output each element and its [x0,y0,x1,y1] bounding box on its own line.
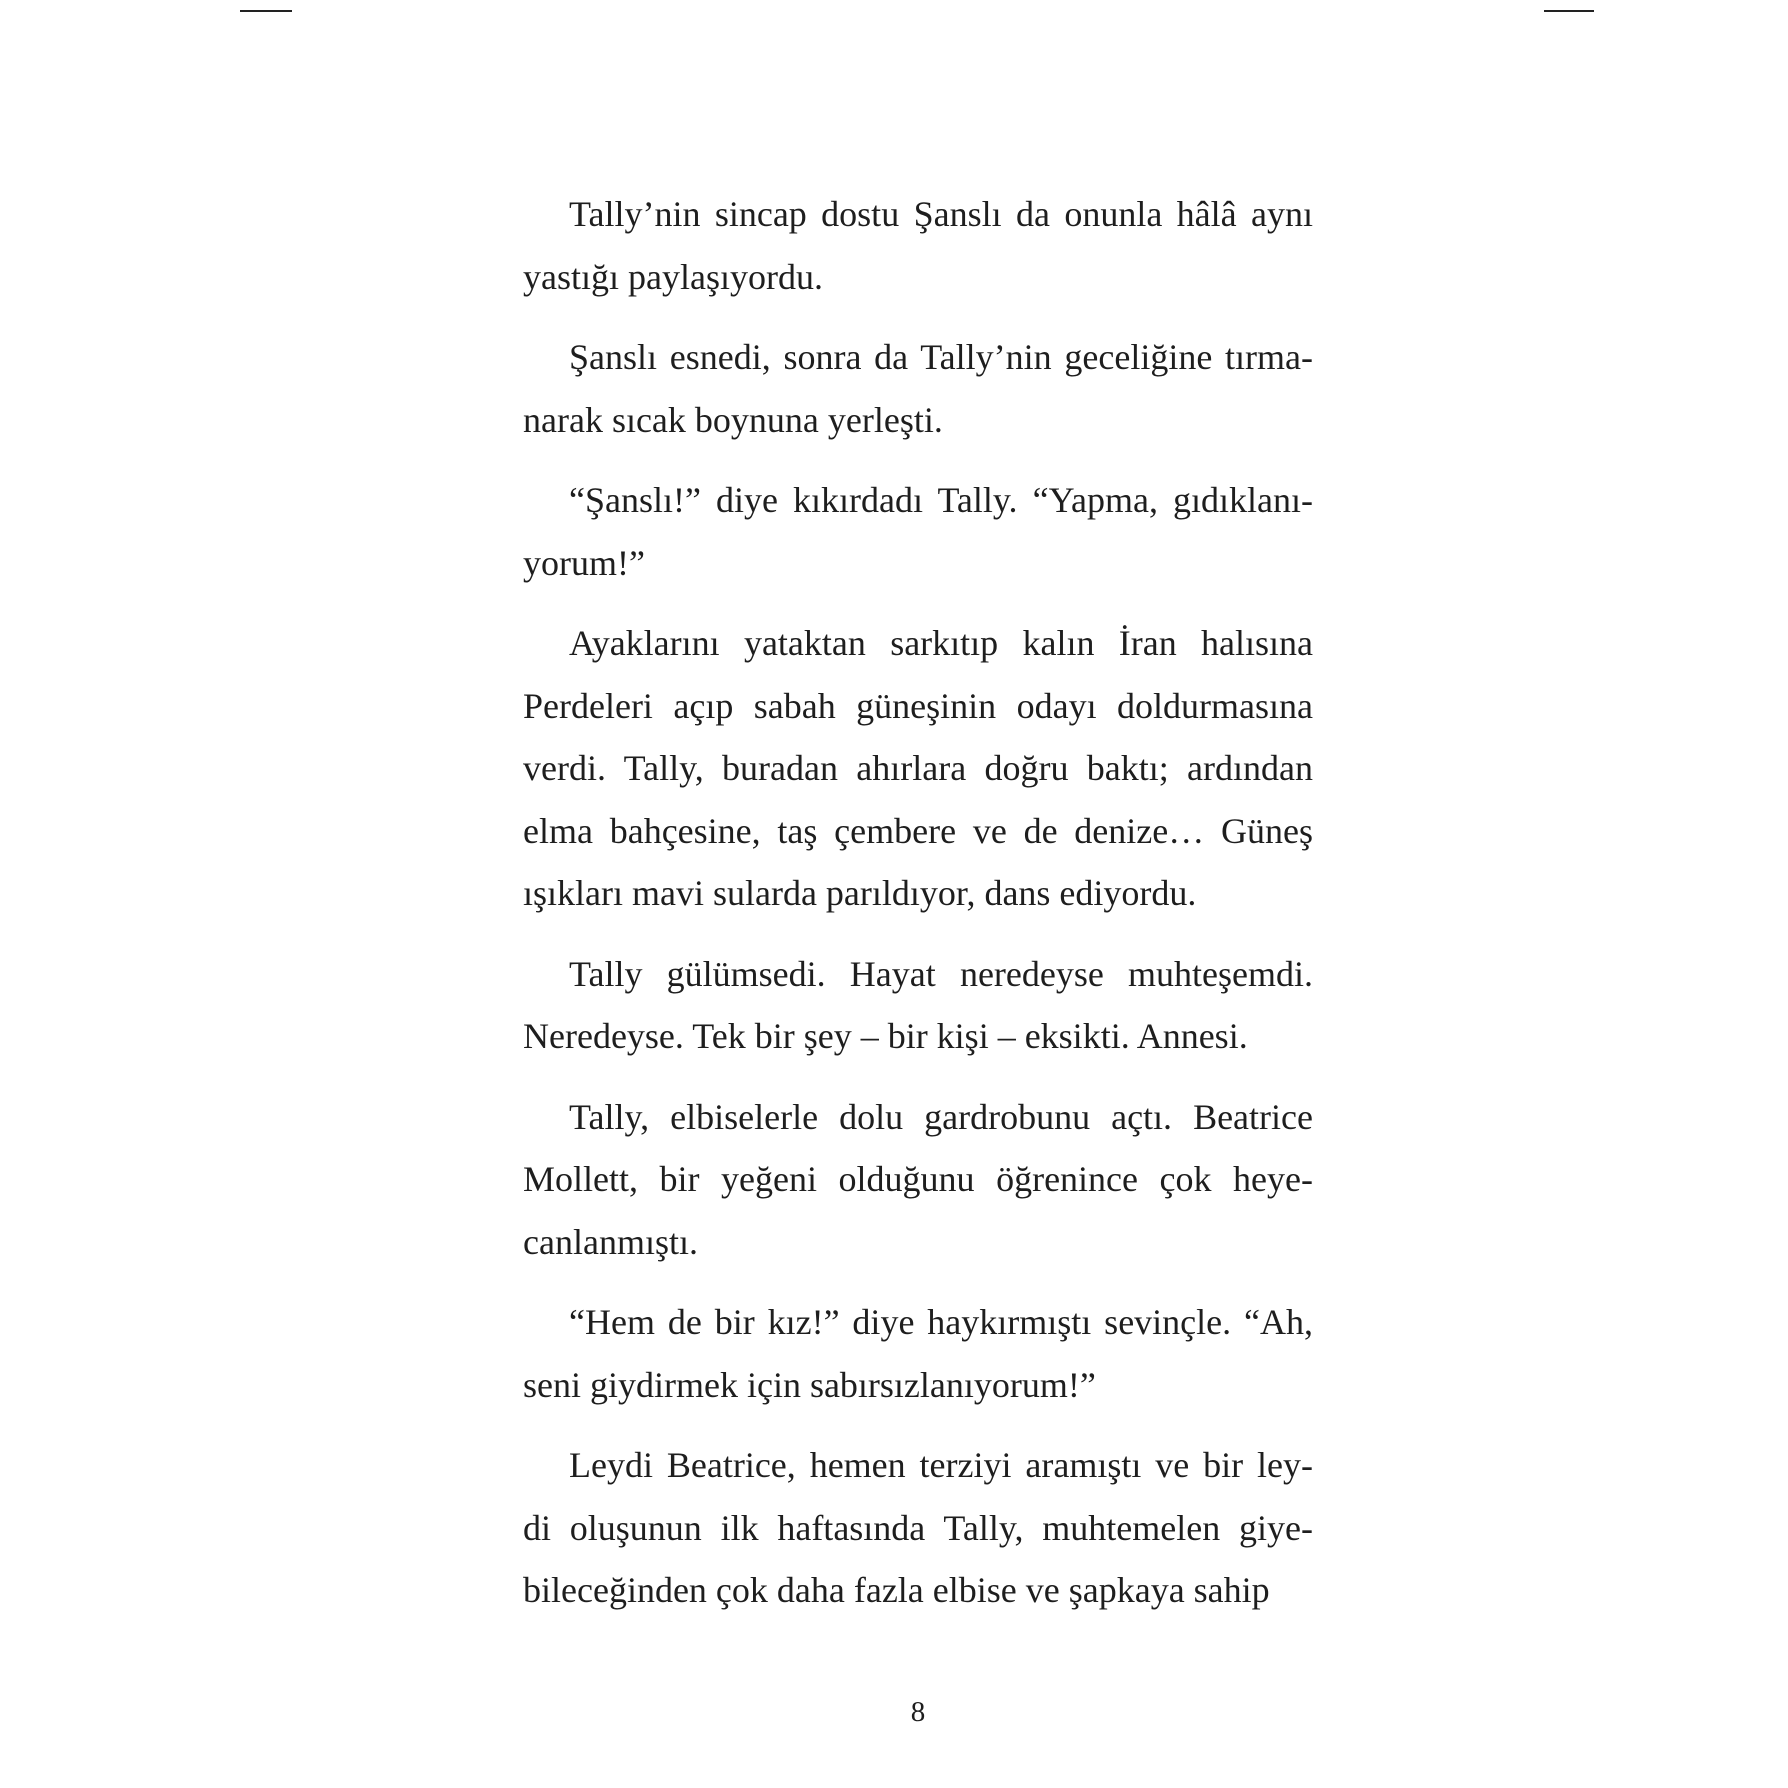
text-line: verdi. Tally, buradan ahırlara doğru baktı; ardından [523,748,1313,788]
paragraph [523,1086,1313,1274]
text-line: Tally gülümsedi. Hayat neredeyse muhteşemdi. [569,953,1313,994]
paragraph [523,469,1313,594]
text-line: elma bahçesine, taş çembere ve de denize… Güneş [523,810,1313,851]
text-line: Perdeleri açıp sabah güneşinin odayı doldurmasına [523,685,1313,726]
paragraph [523,1291,1313,1416]
text-line: Mollett, bir yeğeni olduğunu öğrenince çok heye- [523,1159,1313,1199]
text-line: bileceğinden çok daha fazla elbise ve şapkaya sahip [523,1570,1270,1610]
text-line: Şanslı esnedi, sonra da Tally’nin geceliğine tırma- [569,337,1313,377]
paragraph [523,183,1313,308]
crop-mark-right [1544,10,1594,12]
text-line: yorum!” [523,542,645,583]
crop-mark-left [240,10,292,12]
text-line: Tally, elbiselerle dolu gardrobunu açtı. Beatrice [569,1096,1313,1137]
paragraph [523,1434,1313,1622]
text-line: yastığı paylaşıyordu. [523,256,823,297]
text-line: Ayaklarını yataktan sarkıtıp kalın İran halısına [569,623,1313,663]
body-text [523,183,1313,1640]
text-line: di oluşunun ilk haftasında Tally, muhtemelen giye- [523,1507,1313,1548]
text-line: “Hem de bir kız!” diye haykırmıştı sevinçle. “Ah, [569,1302,1313,1342]
page-number: 8 [910,1696,926,1728]
paragraph [523,612,1313,925]
text-line: canlanmıştı. [523,1221,698,1262]
text-line: narak sıcak boynuna yerleşti. [523,399,943,440]
paragraph [523,943,1313,1068]
text-line: “Şanslı!” diye kıkırdadı Tally. “Yapma, gıdıklanı- [569,480,1313,520]
paragraph [523,326,1313,451]
text-line: Leydi Beatrice, hemen terziyi aramıştı ve bir ley- [569,1445,1313,1485]
text-line: Neredeyse. Tek bir şey – bir kişi – eksikti. Annesi. [523,1016,1248,1056]
text-line: seni giydirmek için sabırsızlanıyorum!” [523,1364,1096,1405]
text-line: ışıkları mavi sularda parıldıyor, dans ediyordu. [523,873,1197,913]
text-line: Tally’nin sincap dostu Şanslı da onunla hâlâ aynı [569,194,1313,234]
